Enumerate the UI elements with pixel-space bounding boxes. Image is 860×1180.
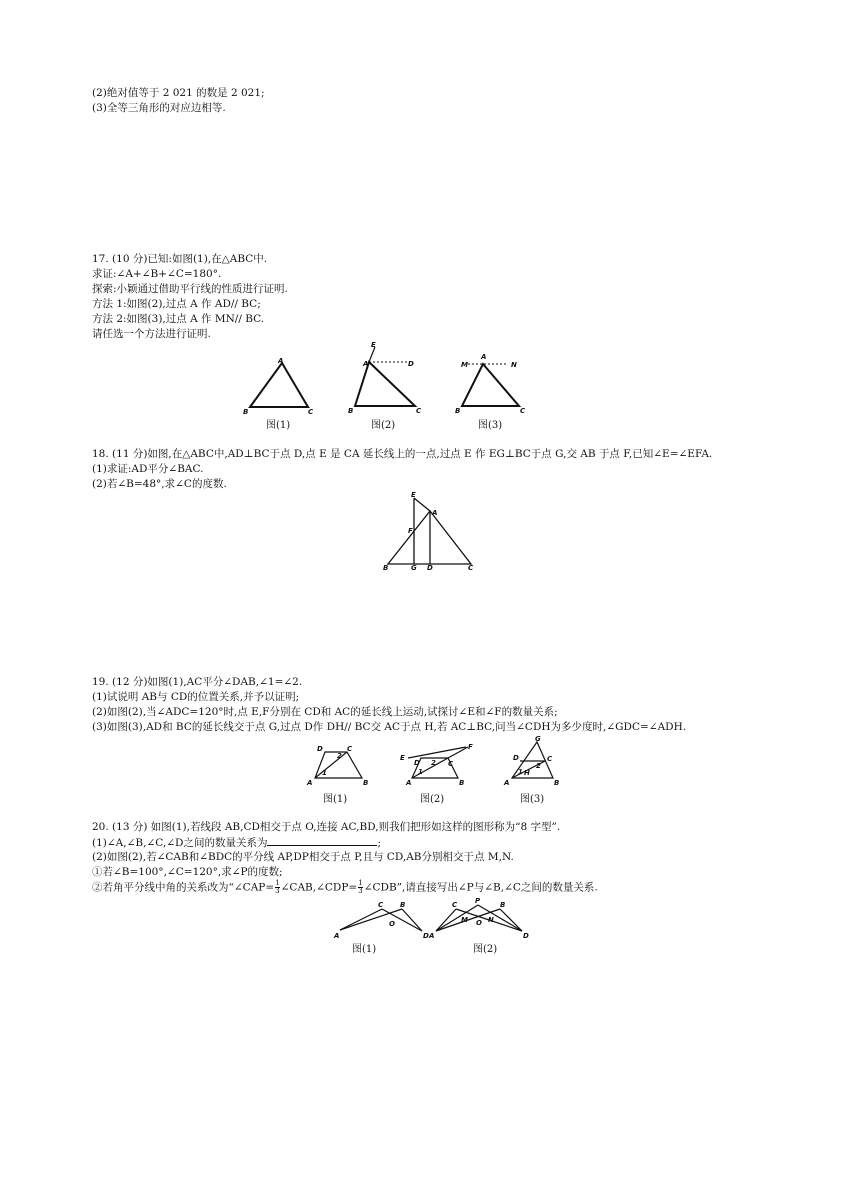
- label-B: B: [243, 408, 249, 416]
- q19-figure-3: [500, 733, 564, 789]
- label-B: B: [455, 407, 461, 415]
- label-D: D: [423, 932, 429, 940]
- label-D: D: [408, 360, 414, 368]
- label-C: C: [547, 755, 553, 763]
- label-2: 2: [431, 759, 436, 767]
- statement-2: (2)绝对值等于 2 021 的数是 2 021;: [92, 87, 265, 99]
- label-B: B: [554, 779, 560, 787]
- q18-title: 18. (11 分)如图,在△ABC中,AD⊥BC于点 D,点 E 是 CA 延长线上的一点,过点 E 作 EG⊥BC于点 G,交 AB 于点 F,已知∠E=∠EFA.: [92, 448, 713, 460]
- q20-part1: [92, 835, 381, 850]
- label-H: H: [524, 769, 530, 777]
- q20-figure-2: [426, 895, 534, 941]
- q20-fig1-caption: 图(1): [352, 944, 377, 955]
- label-E: E: [400, 754, 405, 762]
- q19-fig2-caption: 图(2): [420, 794, 445, 805]
- q20-sub2-a: ②若角平分线中角的关系改为“∠CAP=: [92, 881, 275, 894]
- label-A: A: [307, 779, 313, 787]
- label-A: A: [334, 932, 340, 940]
- label-1: 1: [322, 769, 327, 777]
- answer-blank[interactable]: [267, 835, 377, 846]
- label-B: B: [363, 779, 369, 787]
- q20-sub1: ①若∠B=100°,∠C=120°,求∠P的度数;: [92, 866, 283, 878]
- label-C: C: [308, 408, 314, 416]
- q20-part1-prefix: (1)∠A,∠B,∠C,∠D之间的数量关系为: [92, 837, 268, 849]
- q17-figure-2: [345, 340, 435, 418]
- q18-part1: (1)求证:AD平分∠BAC.: [92, 463, 204, 475]
- q19-figure-1: [300, 742, 376, 788]
- label-2: 2: [536, 762, 541, 770]
- q19-fig1-caption: 图(1): [323, 794, 348, 805]
- label-A: A: [432, 509, 438, 517]
- label-M: M: [461, 361, 468, 369]
- label-C: C: [448, 760, 454, 768]
- label-E: E: [371, 341, 376, 349]
- statement-3: (3)全等三角形的对应边相等.: [92, 102, 226, 114]
- q20-part1-suffix: ;: [377, 837, 382, 849]
- q17-fig3-caption: 图(3): [478, 420, 503, 431]
- label-O: O: [476, 919, 482, 927]
- label-C: C: [452, 901, 458, 909]
- q20-figure-1: [330, 898, 436, 942]
- label-E: E: [411, 491, 416, 499]
- q19-part3: (3)如图(3),AD和 BC的延长线交于点 G,过点 D作 DH// BC交 AC于点 H,若 AC⊥BC,问当∠CDH为多少度时,∠GDC=∠ADH.: [92, 721, 687, 733]
- label-1: 1: [518, 768, 523, 776]
- q20-sub2: [92, 880, 598, 895]
- q18-figure: [378, 488, 486, 574]
- q20-title: 20. (13 分) 如图(1),若线段 AB,CD相交于点 O,连接 AC,BD,则我们把形如这样的图形称为“8 字型”.: [92, 821, 561, 833]
- label-D: D: [427, 564, 433, 572]
- fraction-one-third: $\frac{1}{3}$: [275, 879, 280, 895]
- label-B: B: [500, 901, 506, 909]
- fraction-one-third: $\frac{1}{3}$: [358, 879, 363, 895]
- q19-part1: (1)试说明 AB与 CD的位置关系,并予以证明;: [92, 691, 300, 703]
- label-B: B: [348, 407, 354, 415]
- label-N: N: [511, 361, 517, 369]
- q17-prove: 求证:∠A+∠B+∠C=180°.: [92, 268, 222, 280]
- q17-title: 17. (10 分)已知:如图(1),在△ABC中.: [92, 253, 268, 265]
- label-B: B: [459, 779, 465, 787]
- label-C: C: [520, 407, 526, 415]
- label-N: N: [488, 916, 494, 924]
- q18-part2: (2)若∠B=48°,求∠C的度数.: [92, 478, 227, 490]
- q17-method2: 方法 2:如图(3),过点 A 作 MN// BC.: [92, 313, 265, 325]
- label-C: C: [378, 901, 384, 909]
- q17-fig2-caption: 图(2): [371, 420, 396, 431]
- label-A: A: [363, 360, 369, 368]
- q20-fig2-caption: 图(2): [473, 944, 498, 955]
- label-A: A: [429, 932, 435, 940]
- q19-fig3-caption: 图(3): [520, 794, 545, 805]
- label-A: A: [406, 779, 412, 787]
- label-B: B: [383, 564, 389, 572]
- q20-sub2-b: ∠CAB,∠CDP=: [280, 881, 358, 894]
- label-A: A: [278, 357, 284, 365]
- label-1: 1: [418, 768, 423, 776]
- label-D: D: [317, 745, 323, 753]
- label-2: 2: [337, 752, 342, 760]
- q19-part2: (2)如图(2),当∠ADC=120°时,点 E,F分别在 CD和 AC的延长线上运动,试探讨∠E和∠F的数量关系;: [92, 706, 558, 718]
- q19-title: 19. (12 分)如图(1),AC平分∠DAB,∠1=∠2.: [92, 676, 303, 688]
- label-C: C: [468, 564, 474, 572]
- q17-method1: 方法 1:如图(2),过点 A 作 AD// BC;: [92, 298, 261, 310]
- label-C: C: [347, 745, 353, 753]
- q20-part2: (2)如图(2),若∠CAB和∠BDC的平分线 AP,DP相交于点 P,且与 CD,AB分别相交于点 M,N.: [92, 851, 514, 863]
- label-G: G: [411, 564, 417, 572]
- q17-figure-1: [240, 355, 320, 417]
- label-A: A: [481, 353, 487, 361]
- label-M: M: [461, 916, 468, 924]
- label-P: P: [475, 897, 481, 905]
- q20-sub2-c: ∠CDB”,请直接写出∠P与∠B,∠C之间的数量关系.: [363, 881, 598, 894]
- label-C: C: [416, 407, 422, 415]
- label-B: B: [400, 901, 406, 909]
- q17-fig1-caption: 图(1): [266, 420, 291, 431]
- q17-explore: 探索:小颖通过借助平行线的性质进行证明.: [92, 283, 288, 295]
- label-F: F: [468, 743, 473, 751]
- label-D: D: [513, 754, 519, 762]
- label-D: D: [523, 932, 529, 940]
- label-D: D: [414, 759, 420, 767]
- label-O: O: [389, 920, 395, 928]
- q19-figure-2: [396, 738, 482, 788]
- label-G: G: [535, 735, 541, 743]
- label-F: F: [408, 527, 413, 535]
- q17-figure-3: [452, 350, 534, 418]
- label-A: A: [504, 779, 510, 787]
- q17-choose: 请任选一个方法进行证明.: [92, 328, 211, 340]
